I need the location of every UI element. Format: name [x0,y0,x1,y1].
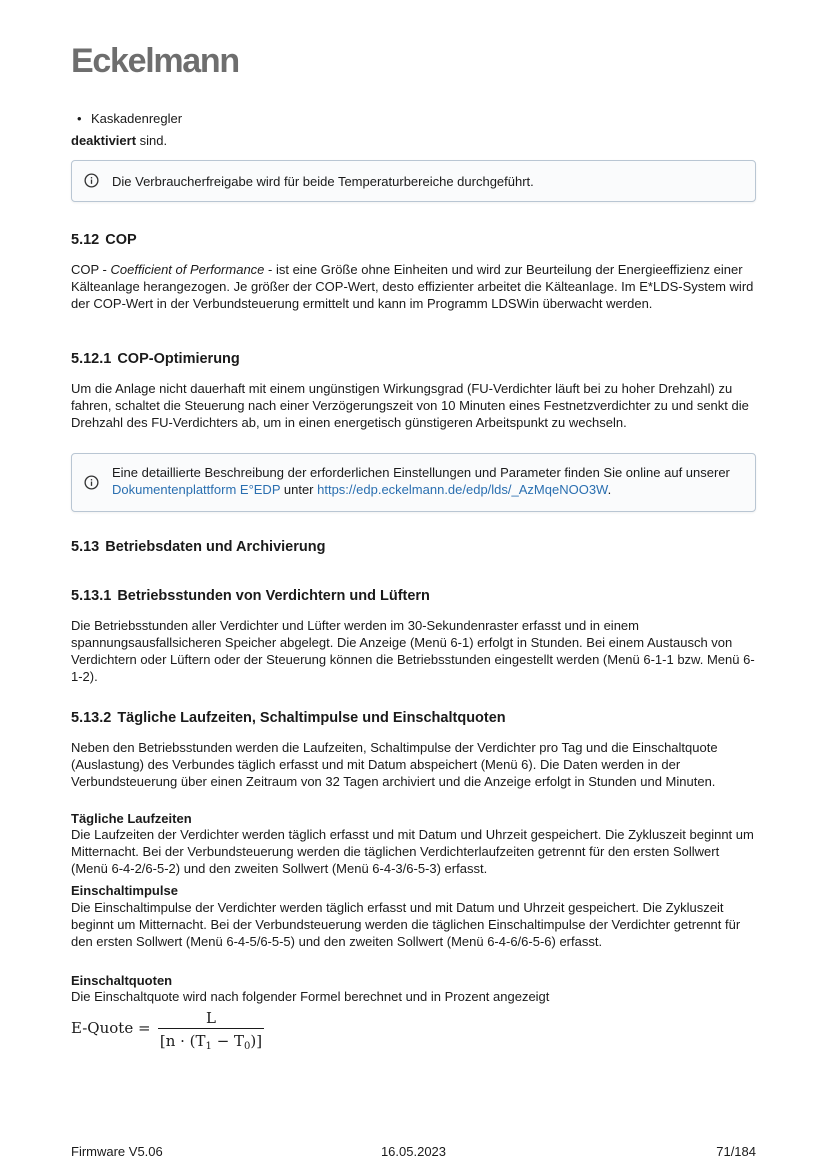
note-text: Die Verbraucherfreigabe wird für beide Temperaturbereiche durchgeführt. [112,174,534,189]
page-footer [71,1143,756,1161]
einschaltimpulse-paragraph: Die Einschaltimpulse der Verdichter werden täglich erfasst und mit Datum und Uhrzeit gespeichert. Die Zykluszeit beginnt um Mitternacht. Bei der Verbundsteuerung werden die täglichen Einschaltimpulse der Verdichter getrennt für den ersten Sollwert (Menü 6-4-5/6-5-5) und den zweiten Sollwert (Menü 6-4-6/6-5-6) erfasst. [71,900,741,949]
section-heading-5-13 [71,538,756,556]
cop-text-a: COP - [71,262,111,277]
section-title: Tägliche Laufzeiten, Schaltimpulse und Einschaltquoten [117,710,506,726]
section-number: 5.13.2 [71,710,112,726]
cop-definition: Coefficient of Performance [110,262,265,277]
note-text-b: unter [280,482,318,497]
edp-platform-link[interactable]: Dokumentenplattform E°EDP [112,482,281,497]
laufzeiten-intro-paragraph: Neben den Betriebsstunden werden die Laufzeiten, Schaltimpulse der Verdichter pro Tag und die Einschaltquote (Auslastung) des Verbundes täglich erfasst und mit Datum abspeichert (Menü 6). Die Daten werden in der Verbundsteuerung über einen Zeitraum von 32 Tagen archiviert und die Anzeige erfolgt in Stunden und Minuten. [71,740,718,789]
note-text-a: Eine detaillierte Beschreibung der erforderlichen Einstellungen und Parameter finden Sie online auf unserer [112,465,730,480]
note-text-c: . [607,482,612,497]
deaktiviert-bold: deaktiviert [71,133,137,148]
section-number: 5.12 [71,232,100,248]
section-number: 5.12.1 [71,351,112,367]
section-heading-5-13-1 [71,587,756,605]
list-item [77,110,182,127]
formula-fraction [158,1008,264,1057]
info-note-verbraucherfreigabe [71,160,756,202]
subscript-1: 1 [205,1041,212,1052]
betriebsstunden-paragraph: Die Betriebsstunden aller Verdichter und Lüfter werden im 30-Sekundenraster erfasst und in einem spannungsausfallsicheren Speicher abgelegt. Die Anzeige (Menü 6-1) erfolgt in Stunden. Bei einem Austausch von Verdichtern oder Lüftern oder der Steuerung können die Betriebsstunden eingestellt werden (Menü 6-1-1 bzw. Menü 6-1-2). [71,618,755,684]
section-number: 5.13 [71,539,100,555]
einschaltquoten-paragraph: Die Einschaltquote wird nach folgender Formel berechnet und in Prozent angezeigt [71,989,550,1004]
formula-numerator: L [206,1009,216,1027]
subscript-0: 0 [244,1041,251,1052]
subheading-einschaltimpulse: Einschaltimpulse [71,883,178,898]
cop-optimierung-paragraph: Um die Anlage nicht dauerhaft mit einem ungünstigen Wirkungsgrad (FU-Verdichter läuft bei zu hoher Drehzahl) zu fahren, schaltet die Steuerung nach einer Verzögerungszeit von 10 Minuten eines Festnetzverdichter zu und senkt die Drehzahl des FU-Verdichters ab, um in einen energetisch günstigeren Arbeitspunkt zu wechseln. [71,381,749,430]
section-title: COP [105,232,137,248]
bullet-icon: • [77,111,82,126]
cop-text-b: - ist eine Größe ohne Einheiten und wird zur Beurteilung der Energieeffizienz einer Kälteanlage herangezogen. Je größer der COP-Wert, desto effizienter arbeitet die Kälteanlage. Im E*LDS-System wird der COP-Wert in der Verbundsteuerung ermittelt und kann im Programm LDSWin überwacht werden. [71,262,754,311]
list-item-text: Kaskadenregler [91,111,183,126]
note-text [112,464,741,498]
subheading-laufzeiten: Tägliche Laufzeiten [71,811,192,826]
deaktiviert-line [71,132,167,149]
formula-denominator [158,1029,264,1057]
section-number: 5.13.1 [71,588,112,604]
section-title: Betriebsdaten und Archivierung [105,539,326,555]
section-heading-5-13-2 [71,709,756,727]
subheading-einschaltquoten: Einschaltquoten [71,973,173,988]
footer-firmware: Firmware V5.06 [71,1144,163,1159]
cop-paragraph [71,261,756,312]
deaktiviert-rest: sind. [136,133,168,148]
denominator-part: )] [250,1032,263,1050]
footer-date: 16.05.2023 [380,1144,447,1159]
section-title: Betriebsstunden von Verdichtern und Lüftern [117,588,430,604]
section-title: COP-Optimierung [117,351,240,367]
section-heading-5-12 [71,231,756,249]
info-note-edp [71,453,756,512]
info-icon [84,475,99,490]
footer-page-number: 71/184 [716,1144,756,1159]
laufzeiten-paragraph: Die Laufzeiten der Verdichter werden täglich erfasst und mit Datum und Uhrzeit gespeichert. Die Zykluszeit beginnt um Mitternacht. Bei der Verbundsteuerung werden die täglichen Verdichterlaufzeiten getrennt für den ersten Sollwert (Menü 6-4-2/6-5-2) und den zweiten Sollwert (Menü 6-4-3/6-5-3) erfasst. [71,827,754,876]
eckelmann-logo: Eckelmann [71,42,239,80]
formula-lhs: E-Quote = [71,1019,151,1037]
denominator-part: − T [211,1032,245,1050]
denominator-part: [n · (T [159,1032,206,1050]
edp-url-link[interactable]: https://edp.eckelmann.de/edp/lds/_AzMqeNOO3W [317,482,608,497]
info-icon [84,173,99,188]
document-page [71,0,756,1169]
section-heading-5-12-1 [71,350,756,368]
